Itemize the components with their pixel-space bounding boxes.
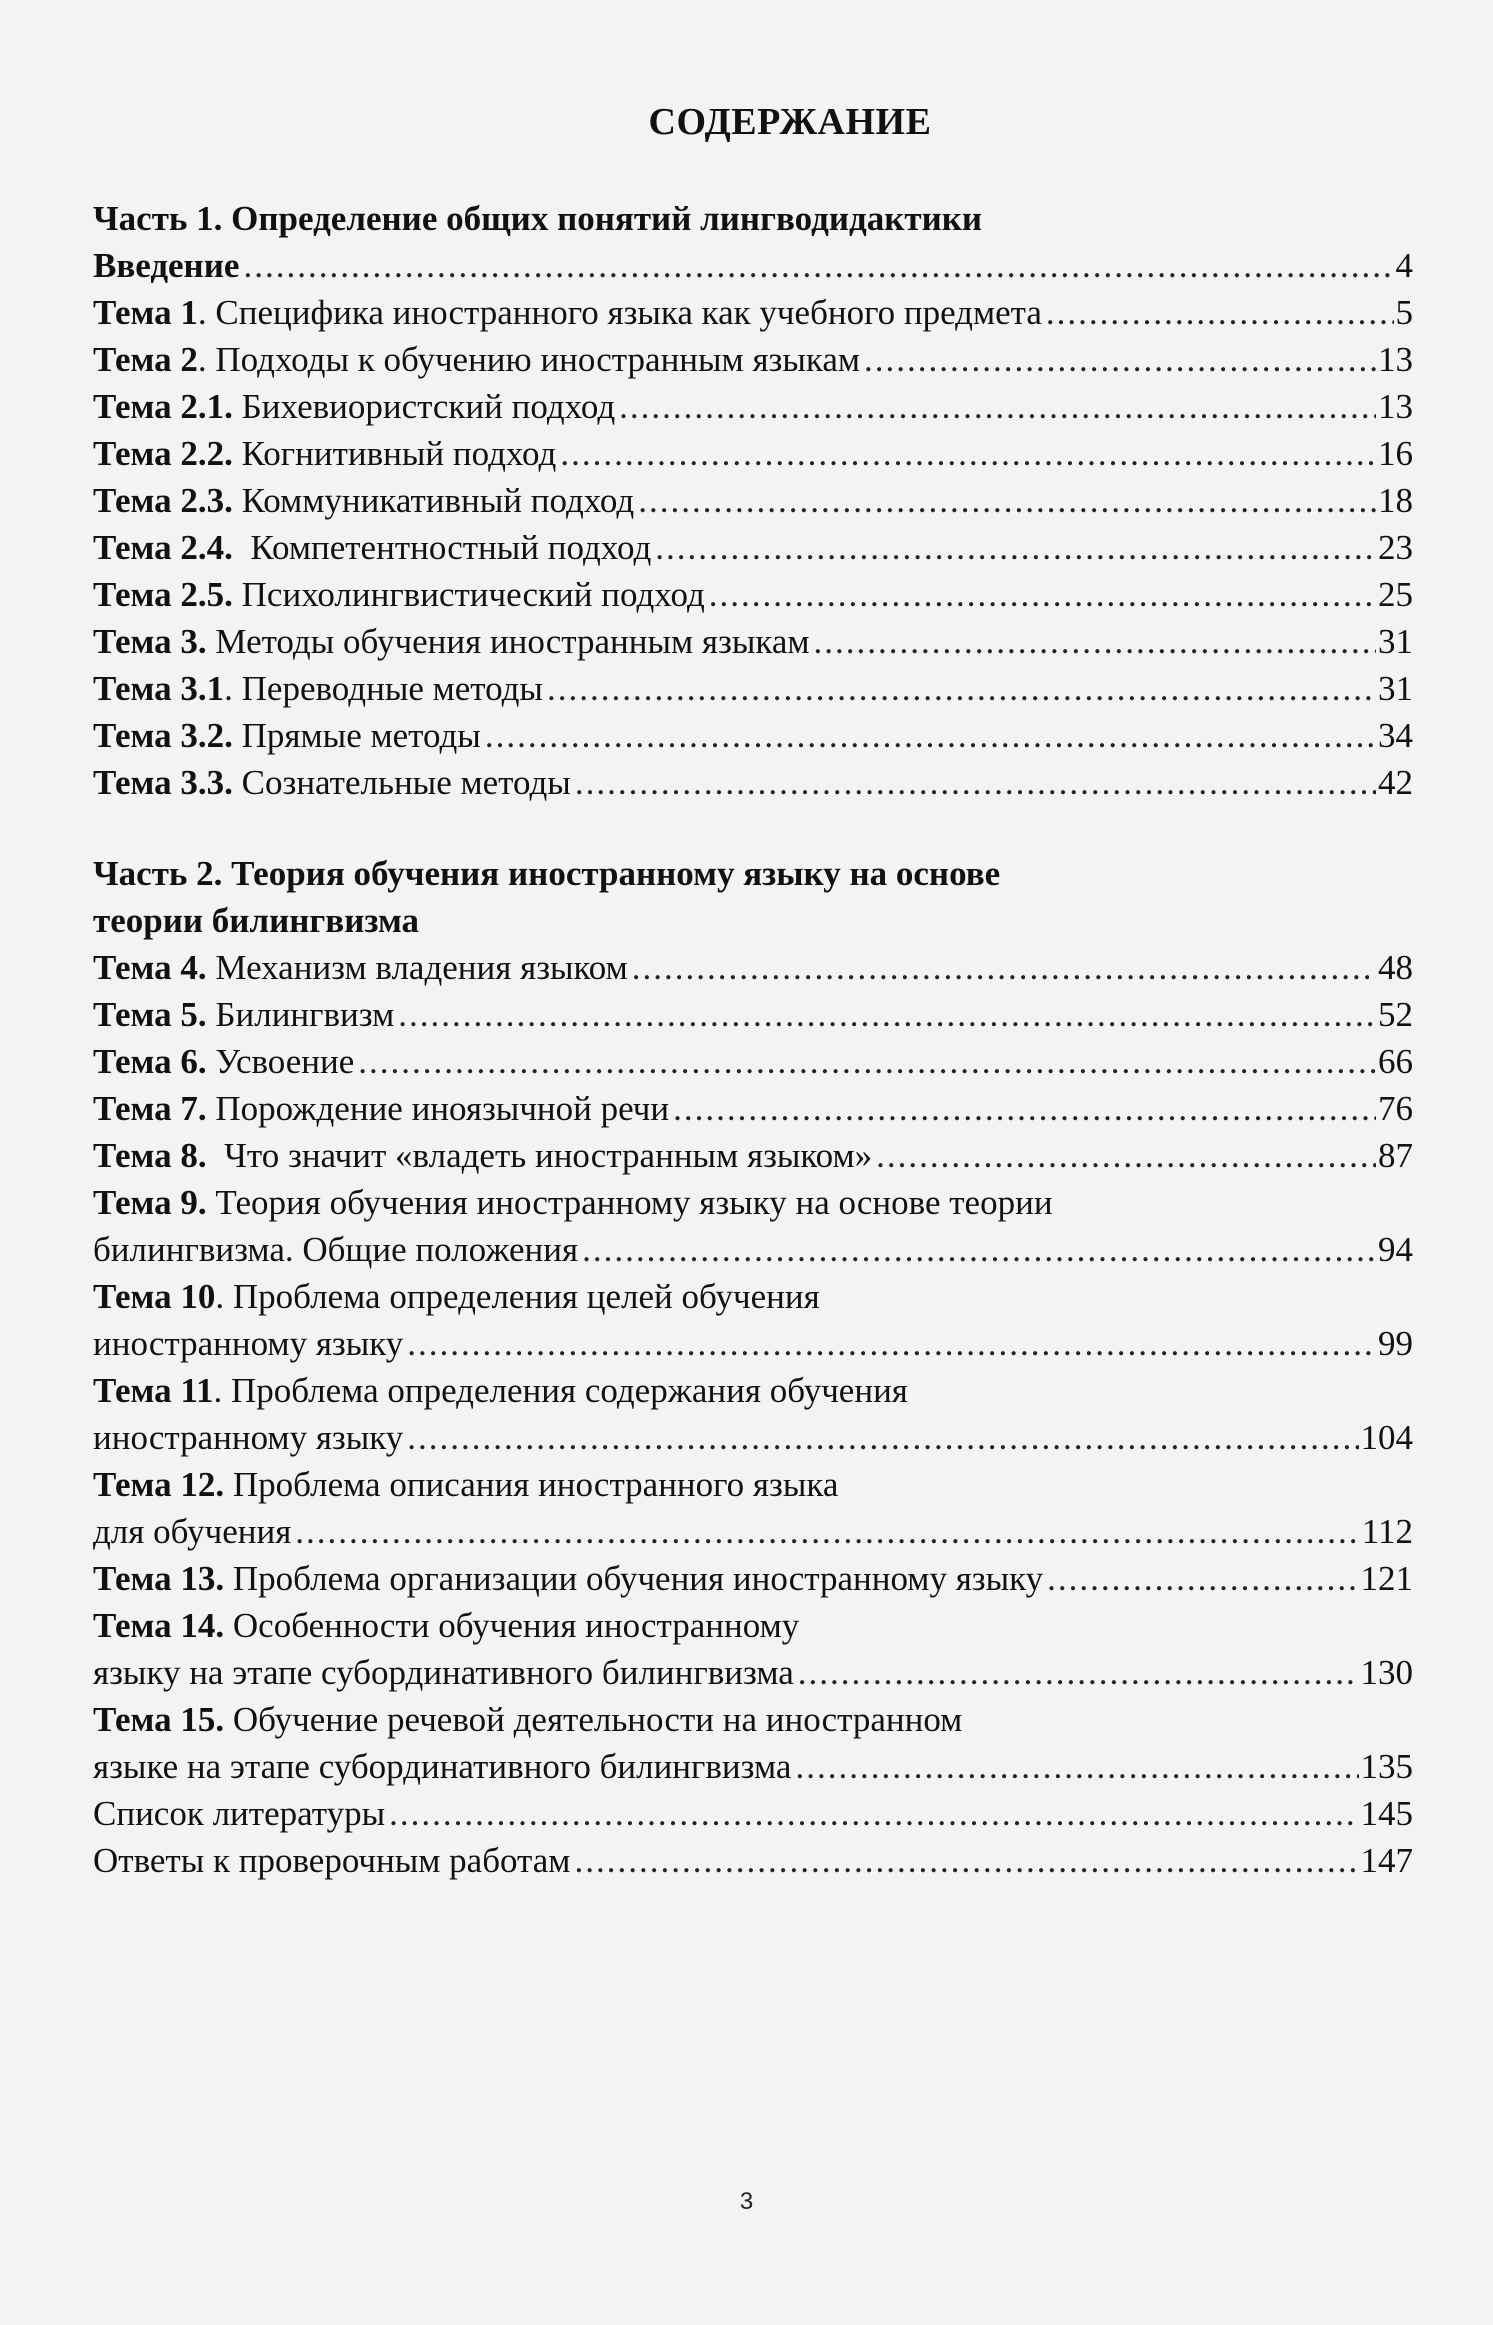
table-of-contents bbox=[93, 195, 1413, 1884]
toc-page-number: 99 bbox=[1378, 1324, 1413, 1363]
toc-page-number: 18 bbox=[1378, 481, 1413, 520]
toc-entry-text: для обучения bbox=[93, 1512, 292, 1551]
leader-dots bbox=[398, 991, 1376, 1038]
toc-page-number: 130 bbox=[1360, 1653, 1413, 1692]
toc-entry-text: языку на этапе субординативного билингвизма bbox=[93, 1653, 794, 1692]
toc-entry-lead: Тема 2.2. bbox=[93, 434, 233, 473]
toc-entry-first-line[interactable] bbox=[93, 1273, 1413, 1320]
toc-entry-lead: Тема 2.5. bbox=[93, 575, 233, 614]
toc-entry-first-line[interactable] bbox=[93, 1696, 1413, 1743]
leader-dots bbox=[795, 1743, 1358, 1790]
toc-entry-first-line[interactable] bbox=[93, 1461, 1413, 1508]
toc-entry[interactable] bbox=[93, 524, 1413, 571]
leader-dots bbox=[673, 1085, 1376, 1132]
toc-page-number: 5 bbox=[1395, 293, 1413, 332]
toc-page-number: 23 bbox=[1378, 528, 1413, 567]
toc-entry-lead: Тема 3.1 bbox=[93, 669, 225, 708]
toc-entry[interactable] bbox=[93, 383, 1413, 430]
toc-entry-text: Усвоение bbox=[206, 1042, 355, 1081]
toc-page-number: 94 bbox=[1378, 1230, 1413, 1269]
part-1-title: Часть 1. Определение общих понятий лингводидактики bbox=[93, 199, 983, 238]
toc-entry-text: Порождение иноязычной речи bbox=[206, 1089, 670, 1128]
toc-entry[interactable] bbox=[93, 477, 1413, 524]
toc-entry-text: Прямые методы bbox=[232, 716, 481, 755]
toc-entry[interactable] bbox=[93, 1649, 1413, 1696]
toc-entry-lead: Тема 3.2. bbox=[93, 716, 233, 755]
toc-entry-lead: Тема 8. bbox=[93, 1136, 207, 1175]
toc-entry-text: Механизм владения языком bbox=[206, 948, 628, 987]
toc-page-number: 13 bbox=[1378, 387, 1413, 426]
toc-entry-answers[interactable] bbox=[93, 1837, 1413, 1884]
toc-entry[interactable] bbox=[93, 944, 1413, 991]
toc-entry[interactable] bbox=[93, 1743, 1413, 1790]
toc-entry-lead: Тема 2.3. bbox=[93, 481, 233, 520]
toc-entry-text: Коммуникативный подход bbox=[232, 481, 635, 520]
leader-dots bbox=[1046, 289, 1394, 336]
toc-page-number: 4 bbox=[1395, 246, 1413, 285]
toc-entry-text: . Проблема определения содержания обучения bbox=[213, 1371, 908, 1410]
toc-entry[interactable] bbox=[93, 1226, 1413, 1273]
toc-entry[interactable] bbox=[93, 618, 1413, 665]
leader-dots bbox=[407, 1320, 1376, 1367]
toc-entry-lead: Тема 3. bbox=[93, 622, 207, 661]
toc-entry[interactable] bbox=[93, 1038, 1413, 1085]
leader-dots bbox=[876, 1132, 1376, 1179]
toc-entry-lead: Тема 9. bbox=[93, 1183, 207, 1222]
toc-page-number: 31 bbox=[1378, 669, 1413, 708]
leader-dots bbox=[574, 1837, 1358, 1884]
toc-entry[interactable] bbox=[93, 1414, 1413, 1461]
toc-page-number: 25 bbox=[1378, 575, 1413, 614]
toc-entry-text: Проблема организации обучения иностранному языку bbox=[224, 1559, 1044, 1598]
toc-entry-text: Ответы к проверочным работам bbox=[93, 1841, 571, 1880]
toc-entry[interactable] bbox=[93, 1508, 1413, 1555]
toc-entry-text: . Специфика иностранного языка как учебного предмета bbox=[197, 293, 1042, 332]
toc-page-number: 52 bbox=[1378, 995, 1413, 1034]
toc-entry-lead: Введение bbox=[93, 246, 240, 285]
leader-dots bbox=[243, 242, 1393, 289]
toc-page-number: 34 bbox=[1378, 716, 1413, 755]
toc-entry[interactable] bbox=[93, 430, 1413, 477]
toc-entry[interactable] bbox=[93, 1085, 1413, 1132]
toc-entry-lead: Тема 4. bbox=[93, 948, 207, 987]
toc-page-number: 66 bbox=[1378, 1042, 1413, 1081]
leader-dots bbox=[389, 1790, 1358, 1837]
toc-entry-text: Список литературы bbox=[93, 1794, 386, 1833]
toc-entry[interactable] bbox=[93, 759, 1413, 806]
toc-entry-lead: Тема 2.4. bbox=[93, 528, 233, 567]
toc-entry-text: Теория обучения иностранному языку на основе теории bbox=[206, 1183, 1053, 1222]
toc-entry-lead: Тема 3.3. bbox=[93, 763, 233, 802]
toc-page-number: 87 bbox=[1378, 1136, 1413, 1175]
toc-page-number: 13 bbox=[1378, 340, 1413, 379]
toc-page-number: 121 bbox=[1360, 1559, 1413, 1598]
toc-entry-text: Когнитивный подход bbox=[232, 434, 557, 473]
toc-entry-text: Особенности обучения иностранному bbox=[224, 1606, 800, 1645]
toc-entry[interactable] bbox=[93, 1320, 1413, 1367]
toc-entry[interactable] bbox=[93, 665, 1413, 712]
toc-entry-text: . Проблема определения целей обучения bbox=[215, 1277, 820, 1316]
toc-entry[interactable] bbox=[93, 712, 1413, 759]
leader-dots bbox=[798, 1649, 1359, 1696]
leader-dots bbox=[582, 1226, 1376, 1273]
toc-entry[interactable] bbox=[93, 1555, 1413, 1602]
leader-dots bbox=[560, 430, 1376, 477]
toc-entry-text: . Переводные методы bbox=[224, 669, 543, 708]
toc-entry-text: языке на этапе субординативного билингвизма bbox=[93, 1747, 792, 1786]
toc-entry-references[interactable] bbox=[93, 1790, 1413, 1837]
part-2-title-continued: теории билингвизма bbox=[93, 901, 420, 940]
leader-dots bbox=[1047, 1555, 1358, 1602]
toc-entry-lead: Тема 14. bbox=[93, 1606, 225, 1645]
toc-entry-text: . Подходы к обучению иностранным языкам bbox=[197, 340, 861, 379]
toc-entry[interactable] bbox=[93, 1132, 1413, 1179]
toc-entry-text: иностранному языку bbox=[93, 1418, 404, 1457]
toc-entry-text: Бихевиористский подход bbox=[232, 387, 616, 426]
leader-dots bbox=[485, 712, 1376, 759]
leader-dots bbox=[814, 618, 1376, 665]
leader-dots bbox=[709, 571, 1376, 618]
leader-dots bbox=[655, 524, 1376, 571]
leader-dots bbox=[547, 665, 1376, 712]
toc-entry-text: Компетентностный подход bbox=[232, 528, 652, 567]
leader-dots bbox=[632, 944, 1376, 991]
leader-dots bbox=[638, 477, 1376, 524]
toc-page-number: 48 bbox=[1378, 948, 1413, 987]
part-2-title: Часть 2. Теория обучения иностранному языку на основе bbox=[93, 854, 1001, 893]
toc-page-number: 16 bbox=[1378, 434, 1413, 473]
toc-entry-lead: Тема 2.1. bbox=[93, 387, 233, 426]
toc-entry-first-line[interactable] bbox=[93, 1179, 1413, 1226]
leader-dots bbox=[864, 336, 1376, 383]
toc-entry-text: Билингвизм bbox=[206, 995, 395, 1034]
toc-entry-lead: Тема 12. bbox=[93, 1465, 225, 1504]
page-number: 3 bbox=[739, 2188, 754, 2215]
toc-entry[interactable] bbox=[93, 571, 1413, 618]
toc-page-number: 135 bbox=[1360, 1747, 1413, 1786]
toc-entry-text: Психолингвистический подход bbox=[232, 575, 705, 614]
toc-page-number: 145 bbox=[1360, 1794, 1413, 1833]
toc-entry-first-line[interactable] bbox=[93, 1367, 1413, 1414]
toc-entry-text: билингвизма. Общие положения bbox=[93, 1230, 579, 1269]
toc-entry-text: Проблема описания иностранного языка bbox=[224, 1465, 839, 1504]
leader-dots bbox=[407, 1414, 1358, 1461]
toc-entry[interactable] bbox=[93, 991, 1413, 1038]
leader-dots bbox=[575, 759, 1376, 806]
toc-entry[interactable] bbox=[93, 242, 1413, 289]
toc-entry-lead: Тема 10 bbox=[93, 1277, 216, 1316]
toc-page-number: 112 bbox=[1361, 1512, 1413, 1551]
toc-page-number: 147 bbox=[1360, 1841, 1413, 1880]
toc-page-number: 31 bbox=[1378, 622, 1413, 661]
toc-entry-text: иностранному языку bbox=[93, 1324, 404, 1363]
toc-page-number: 76 bbox=[1378, 1089, 1413, 1128]
toc-entry-text: Методы обучения иностранным языкам bbox=[206, 622, 810, 661]
toc-entry-lead: Тема 11 bbox=[93, 1371, 214, 1410]
toc-entry-text: Что значит «владеть иностранным языком» bbox=[206, 1136, 873, 1175]
toc-entry-lead: Тема 2 bbox=[93, 340, 198, 379]
toc-entry-lead: Тема 7. bbox=[93, 1089, 207, 1128]
toc-entry-lead: Тема 1 bbox=[93, 293, 198, 332]
toc-page-number: 104 bbox=[1360, 1418, 1413, 1457]
toc-entry-lead: Тема 6. bbox=[93, 1042, 207, 1081]
toc-entry-first-line[interactable] bbox=[93, 1602, 1413, 1649]
toc-page-number: 42 bbox=[1378, 763, 1413, 802]
toc-entry-text: Сознательные методы bbox=[232, 763, 571, 802]
toc-entry[interactable] bbox=[93, 289, 1413, 336]
toc-entry-lead: Тема 5. bbox=[93, 995, 207, 1034]
toc-entry-lead: Тема 15. bbox=[93, 1700, 225, 1739]
toc-entry[interactable] bbox=[93, 336, 1413, 383]
leader-dots bbox=[619, 383, 1376, 430]
leader-dots bbox=[358, 1038, 1376, 1085]
leader-dots bbox=[295, 1508, 1360, 1555]
page-title: СОДЕРЖАНИЕ bbox=[648, 101, 932, 143]
toc-entry-text: Обучение речевой деятельности на иностранном bbox=[224, 1700, 963, 1739]
toc-entry-lead: Тема 13. bbox=[93, 1559, 225, 1598]
